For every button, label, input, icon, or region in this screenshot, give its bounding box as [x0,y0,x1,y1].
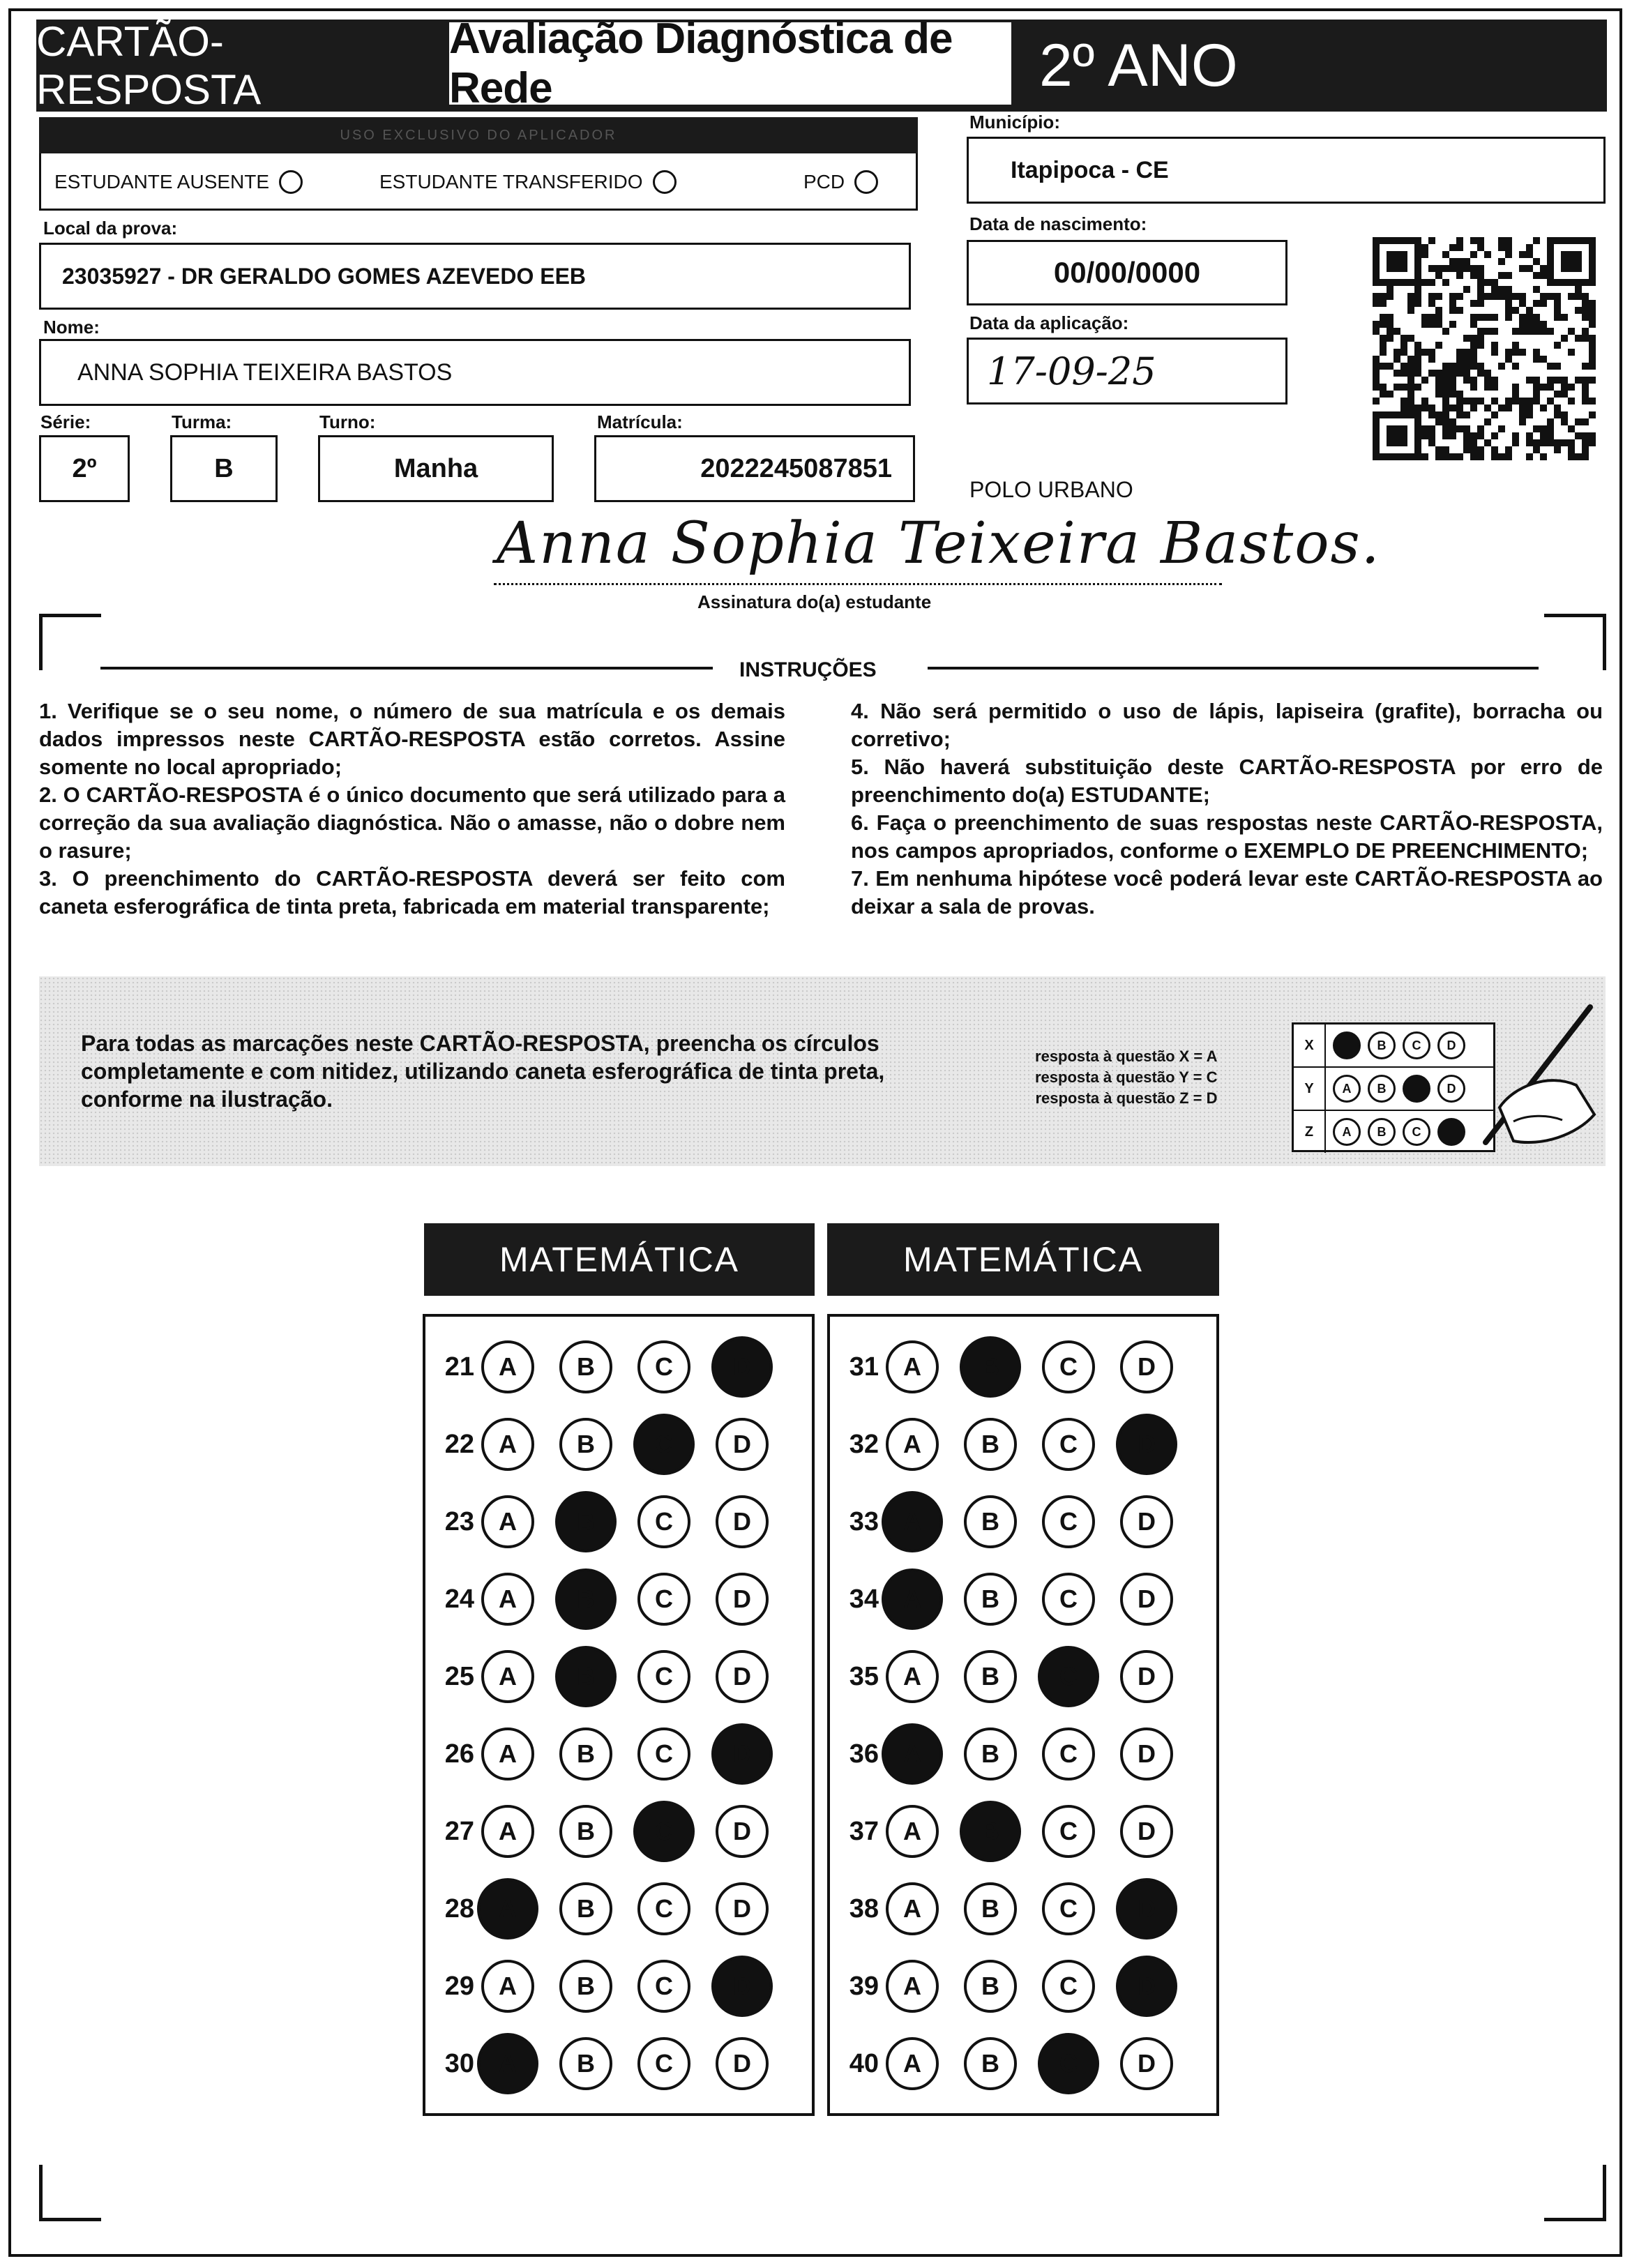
answer-bubble[interactable]: C [637,1340,690,1393]
local-value: 23035927 - DR GERALDO GOMES AZEVEDO EEB [62,263,587,289]
example-bubble: D [1437,1075,1465,1103]
transferred-option[interactable] [379,170,677,194]
absent-label: ESTUDANTE AUSENTE [54,171,270,192]
answer-bubble[interactable]: C [633,1801,695,1862]
answer-bubble[interactable]: D [711,1956,773,2017]
example-bubble: B [1368,1031,1396,1059]
instructions-rule-right [928,667,1539,670]
grade-title: 2º ANO [1039,31,1238,99]
answer-bubble[interactable]: D [1120,1340,1173,1393]
answer-bubble[interactable]: D [1120,1573,1173,1626]
question-number: 38 [849,1893,879,1923]
matricula-field [594,435,915,502]
answer-bubble[interactable]: B [559,1418,612,1471]
question-number: 27 [444,1816,474,1846]
question-number: 21 [444,1352,474,1382]
answer-bubble[interactable]: B [559,1882,612,1935]
answer-bubble[interactable]: A [886,1418,939,1471]
question-number: 34 [849,1584,879,1614]
answer-column-2 [827,1314,1219,2116]
instruction-item: 1. Verifique se o seu nome, o número de sua matrícula e os demais dados impressos neste CARTÃO-RESPOSTA estão corretos. Assine somente no local apropriado; [39,699,785,779]
answer-bubble[interactable]: C [1042,1573,1095,1626]
answer-bubble[interactable]: D [1120,1805,1173,1858]
pcd-bubble[interactable] [854,170,878,194]
applicator-bar: USO EXCLUSIVO DO APLICADOR [39,117,918,153]
student-signature: Anna Sophia Teixeira Bastos. [497,511,1381,577]
answer-bubble[interactable]: A [886,1340,939,1393]
answer-bubble[interactable]: A [481,1650,534,1703]
example-line: resposta à questão Y = C [1035,1068,1218,1086]
question-row [836,1336,1198,1398]
turma-label: Turma: [172,411,232,432]
answer-bubble[interactable]: D [1120,1728,1173,1781]
turma-value: B [214,453,234,483]
signature-caption: Assinatura do(a) estudante [697,591,932,612]
serie-value: 2º [72,453,97,483]
answer-bubble[interactable]: D [1116,1878,1177,1940]
municipio-value: Itapipoca - CE [1011,156,1169,183]
answer-bubble[interactable]: C [1042,1418,1095,1471]
example-line: resposta à questão Z = D [1035,1089,1218,1107]
answer-bubble[interactable]: C [637,1573,690,1626]
answer-bubble[interactable]: B [559,1728,612,1781]
answer-bubble[interactable]: C [637,1495,690,1548]
answer-bubble[interactable]: D [1116,1414,1177,1475]
question-number: 33 [849,1506,879,1536]
example-bubble: A [1333,1075,1361,1103]
answer-bubble[interactable]: D [1120,2037,1173,2090]
nascimento-value: 00/00/0000 [1053,256,1201,289]
answer-bubble[interactable]: D [716,1882,769,1935]
answer-bubble[interactable]: A [477,2033,538,2094]
example-bubble: D [1437,1031,1465,1059]
example-bubble: C [1403,1031,1430,1059]
answer-bubble[interactable]: A [481,1960,534,2013]
question-number: 36 [849,1739,879,1769]
answer-bubble[interactable]: D [716,1650,769,1703]
aplicacao-value: 17-09-25 [987,349,1156,393]
instruction-item: 2. O CARTÃO-RESPOSTA é o único documento que será utilizado para a correção da sua avaliação diagnóstica. Não o amasse, não o dobre nem o rasure; [39,783,785,863]
turno-value: Manha [393,453,478,483]
answer-bubble[interactable]: A [481,1495,534,1548]
example-bubble: A [1333,1118,1361,1146]
transferred-bubble[interactable] [653,170,677,194]
instructions-rule-left [100,667,713,670]
turno-field [318,435,554,502]
nascimento-label: Data de nascimento: [969,213,1147,234]
question-row [431,1956,794,2017]
answer-bubble[interactable]: A [882,1491,943,1552]
example-grid [1292,1022,1495,1152]
answer-bubble[interactable]: B [964,1960,1017,2013]
instruction-item: 6. Faça o preenchimento de suas respostas neste CARTÃO-RESPOSTA, nos campos apropriados, conforme o EXEMPLO DE PREENCHIMENTO; [851,810,1603,863]
question-row [431,2033,794,2094]
nome-value: ANNA SOPHIA TEIXEIRA BASTOS [77,358,453,386]
column-header-1: MATEMÁTICA [424,1223,815,1296]
example-row [1294,1025,1493,1068]
signature-line [494,583,1222,585]
answer-bubble[interactable]: C [637,1728,690,1781]
answer-bubble[interactable]: A [886,1650,939,1703]
answer-bubble[interactable]: C [637,2037,690,2090]
answer-bubble[interactable]: B [964,1495,1017,1548]
question-row [431,1878,794,1940]
question-number: 29 [444,1971,474,2001]
question-number: 31 [849,1352,879,1382]
serie-field [39,435,130,502]
corner-bottom-right [1544,2165,1606,2221]
example-bubble: C [1403,1118,1430,1146]
question-number: 40 [849,2048,879,2078]
matricula-value: 2022245087851 [700,453,892,483]
example-text: Para todas as marcações neste CARTÃO-RESPOSTA, preencha os círculos completamente e com nitidez, utilizando caneta esferográfica de tinta preta, conforme na ilustração. [81,1031,885,1112]
answer-bubble[interactable]: A [882,1568,943,1630]
answer-bubble[interactable]: D [716,1495,769,1548]
corner-top-left [39,614,101,670]
question-row [431,1568,794,1630]
answer-bubble[interactable]: C [1042,1960,1095,2013]
polo-label: POLO URBANO [969,477,1133,502]
serie-label: Série: [40,411,91,432]
question-row [836,1878,1198,1940]
question-number: 35 [849,1661,879,1691]
example-row [1294,1068,1493,1111]
question-row [836,1956,1198,2017]
instruction-item: 5. Não haverá substituição deste CARTÃO-RESPOSTA por erro de preenchimento do(a) ESTUDANTE; [851,755,1603,807]
question-number: 37 [849,1816,879,1846]
evaluation-title: Avaliação Diagnóstica de Rede [449,22,1011,105]
answer-bubble[interactable]: C [637,1882,690,1935]
answer-bubble[interactable]: C [1042,1340,1095,1393]
instruction-item: 4. Não será permitido o uso de lápis, lapiseira (grafite), borracha ou corretivo; [851,699,1603,751]
answer-bubble[interactable]: B [964,1728,1017,1781]
answer-bubble[interactable]: C [637,1960,690,2013]
answer-bubble[interactable]: B [559,1805,612,1858]
question-row [431,1414,794,1475]
hand-pen-icon [1472,1003,1597,1149]
answer-bubble[interactable]: C [1042,1882,1095,1935]
answer-column-1 [423,1314,815,2116]
pcd-option[interactable] [803,170,878,194]
question-row [431,1801,794,1862]
instruction-item: 7. Em nenhuma hipótese você poderá levar este CARTÃO-RESPOSTA ao deixar a sala de provas. [851,866,1603,918]
pcd-label: PCD [803,171,845,192]
answer-bubble[interactable]: C [633,1414,695,1475]
answer-bubble[interactable]: B [555,1646,617,1707]
answer-bubble[interactable]: A [886,2037,939,2090]
aplicacao-field[interactable] [967,338,1287,405]
answer-bubble[interactable]: A [886,1805,939,1858]
answer-bubble[interactable]: C [637,1650,690,1703]
answer-bubble[interactable]: B [555,1491,617,1552]
qr-code [1373,237,1596,460]
question-row [836,1414,1198,1475]
column-header-2: MATEMÁTICA [827,1223,1219,1296]
question-row [836,1646,1198,1707]
answer-bubble[interactable]: C [1038,2033,1099,2094]
question-number: 30 [444,2048,474,2078]
turma-field [170,435,278,502]
answer-bubble[interactable]: A [481,1728,534,1781]
local-field [39,243,911,310]
answer-bubble[interactable]: B [964,1418,1017,1471]
answer-bubble[interactable]: D [716,1418,769,1471]
question-row [431,1336,794,1398]
answer-bubble[interactable]: B [960,1336,1021,1398]
answer-bubble[interactable]: B [964,1573,1017,1626]
question-row [836,1491,1198,1552]
corner-bottom-left [39,2165,101,2221]
local-label: Local da prova: [43,218,178,239]
question-row [431,1723,794,1785]
absent-bubble[interactable] [279,170,303,194]
question-number: 28 [444,1893,474,1923]
answer-bubble[interactable]: D [716,2037,769,2090]
turno-label: Turno: [319,411,376,432]
answer-bubble[interactable]: B [555,1568,617,1630]
question-number: 22 [444,1429,474,1459]
answer-bubble[interactable]: D [711,1723,773,1785]
answer-bubble[interactable]: D [716,1805,769,1858]
answer-bubble[interactable]: B [964,1882,1017,1935]
instructions-col-right [851,697,1603,921]
instructions-title: INSTRUÇÕES [739,658,877,681]
example-legend [1035,1046,1217,1109]
answer-bubble[interactable]: B [964,2037,1017,2090]
answer-bubble[interactable]: A [481,1418,534,1471]
answer-bubble[interactable]: C [1038,1646,1099,1707]
nome-field [39,339,911,406]
example-bubble [1403,1075,1430,1103]
aplicacao-label: Data da aplicação: [969,312,1129,333]
answer-bubble[interactable]: D [1116,1956,1177,2017]
question-number: 25 [444,1661,474,1691]
answer-bubble[interactable]: B [559,2037,612,2090]
answer-bubble[interactable]: A [481,1340,534,1393]
question-row [431,1491,794,1552]
question-row [836,1568,1198,1630]
answer-bubble[interactable]: A [886,1960,939,2013]
answer-bubble[interactable]: A [477,1878,538,1940]
question-number: 32 [849,1429,879,1459]
example-row-label: Z [1294,1111,1326,1153]
absent-option[interactable] [54,170,303,194]
answer-bubble[interactable]: D [716,1573,769,1626]
answer-bubble[interactable]: A [882,1723,943,1785]
answer-bubble[interactable]: A [481,1805,534,1858]
municipio-field [967,137,1606,204]
question-number: 26 [444,1739,474,1769]
example-line: resposta à questão X = A [1035,1048,1218,1065]
answer-bubble[interactable]: C [1042,1728,1095,1781]
matricula-label: Matrícula: [597,411,683,432]
question-row [836,1801,1198,1862]
example-bubble: B [1368,1118,1396,1146]
question-row [431,1646,794,1707]
answer-bubble[interactable]: D [711,1336,773,1398]
answer-bubble[interactable]: B [559,1960,612,2013]
answer-bubble[interactable]: D [1120,1495,1173,1548]
example-row-label: X [1294,1025,1326,1066]
answer-bubble[interactable]: B [964,1650,1017,1703]
nome-label: Nome: [43,317,100,338]
transferred-label: ESTUDANTE TRANSFERIDO [379,171,643,192]
answer-bubble[interactable]: B [960,1801,1021,1862]
question-number: 24 [444,1584,474,1614]
corner-top-right [1544,614,1606,670]
question-number: 39 [849,1971,879,2001]
answer-bubble[interactable]: A [481,1573,534,1626]
answer-bubble[interactable]: C [1042,1805,1095,1858]
answer-bubble[interactable]: D [1120,1650,1173,1703]
example-row-label: Y [1294,1068,1326,1110]
question-number: 23 [444,1506,474,1536]
example-bubble: B [1368,1075,1396,1103]
instructions-col-left [39,697,785,921]
nascimento-field [967,240,1287,305]
question-row [836,2033,1198,2094]
example-bubble [1333,1031,1361,1059]
card-title: CARTÃO-RESPOSTA [36,18,262,113]
municipio-label: Município: [969,112,1060,133]
answer-bubble[interactable]: B [559,1340,612,1393]
question-row [836,1723,1198,1785]
example-bubble [1437,1118,1465,1146]
instruction-item: 3. O preenchimento do CARTÃO-RESPOSTA deverá ser feito com caneta esferográfica de tinta preta, fabricada em material transparente; [39,866,785,918]
example-row [1294,1111,1493,1153]
answer-bubble[interactable]: C [1042,1495,1095,1548]
answer-bubble[interactable]: A [886,1882,939,1935]
